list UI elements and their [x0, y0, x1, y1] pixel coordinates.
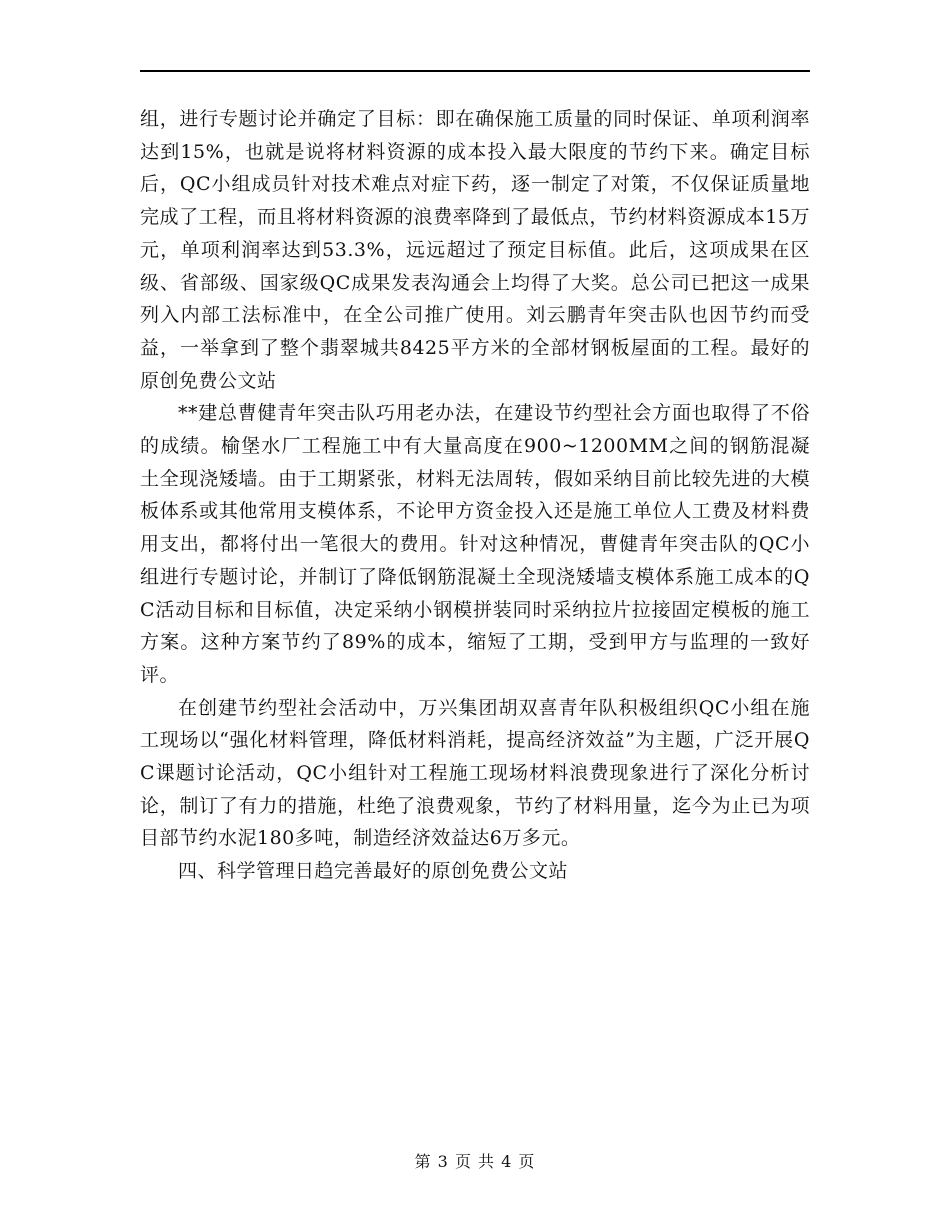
page-number-footer: 第 3 页 共 4 页 [414, 1152, 536, 1171]
paragraph-wanxing-group: 在创建节约型社会活动中，万兴集团胡双喜青年队积极组织QC小组在施工现场以“强化材料管理，降低材料消耗，提高经济效益”为主题，广泛开展QC课题讨论活动，QC小组针对工程施工现场材料浪费现象进行了深化分析讨论，制订了有力的措施，杜绝了浪费观象，节约了材料用量，迄今为止已为项目部节约水泥180多吨，制造经济效益达6万多元。 [140, 696, 810, 850]
paragraph-continuation: 组，进行专题讨论并确定了目标：即在确保施工质量的同时保证、单项利润率达到15%，也就是说将材料资源的成本投入最大限度的节约下来。确定目标后，QC小组成员针对技术难点对症下药，逐一制定了对策，不仅保证质量地完成了工程，而且将材料资源的浪费率降到了最低点，节约材料资源成本15万元，单项利润率达到53.3%，远远超过了预定目标值。此后，这项成果在区级、省部级、国家级QC成果发表沟通会上均得了大奖。总公司已把这一成果列入内部工法标准中，在全公司推广使用。刘云鹏青年突击队也因节约而受益，一举拿到了整个翡翠城共8425平方米的全部材钢板屋面的工程。最好的原创免费公文站 [140, 108, 810, 392]
paragraph-caojian-team: **建总曹健青年突击队巧用老办法，在建设节约型社会方面也取得了不俗的成绩。榆堡水厂工程施工中有大量高度在900~1200MM之间的钢筋混凝土全现浇矮墙。由于工期紧张，材料无法周转，假如采纳目前比较先进的大模板体系或其他常用支模体系，不论甲方资金投入还是施工单位人工费及材料费用支出，都将付出一笔很大的费用。针对这种情况，曹健青年突击队的QC小组进行专题讨论，并制订了降低钢筋混凝土全现浇矮墙支模体系施工成本的QC活动目标和目标值，决定采纳小钢模拼装同时采纳拉片拉接固定模板的施工方案。这种方案节约了89%的成本，缩短了工期，受到甲方与监理的一致好评。 [140, 402, 810, 686]
section-heading: 四、科学管理日趋完善最好的原创免费公文站 [178, 860, 569, 883]
header-rule [140, 70, 810, 72]
document-body [140, 103, 810, 888]
